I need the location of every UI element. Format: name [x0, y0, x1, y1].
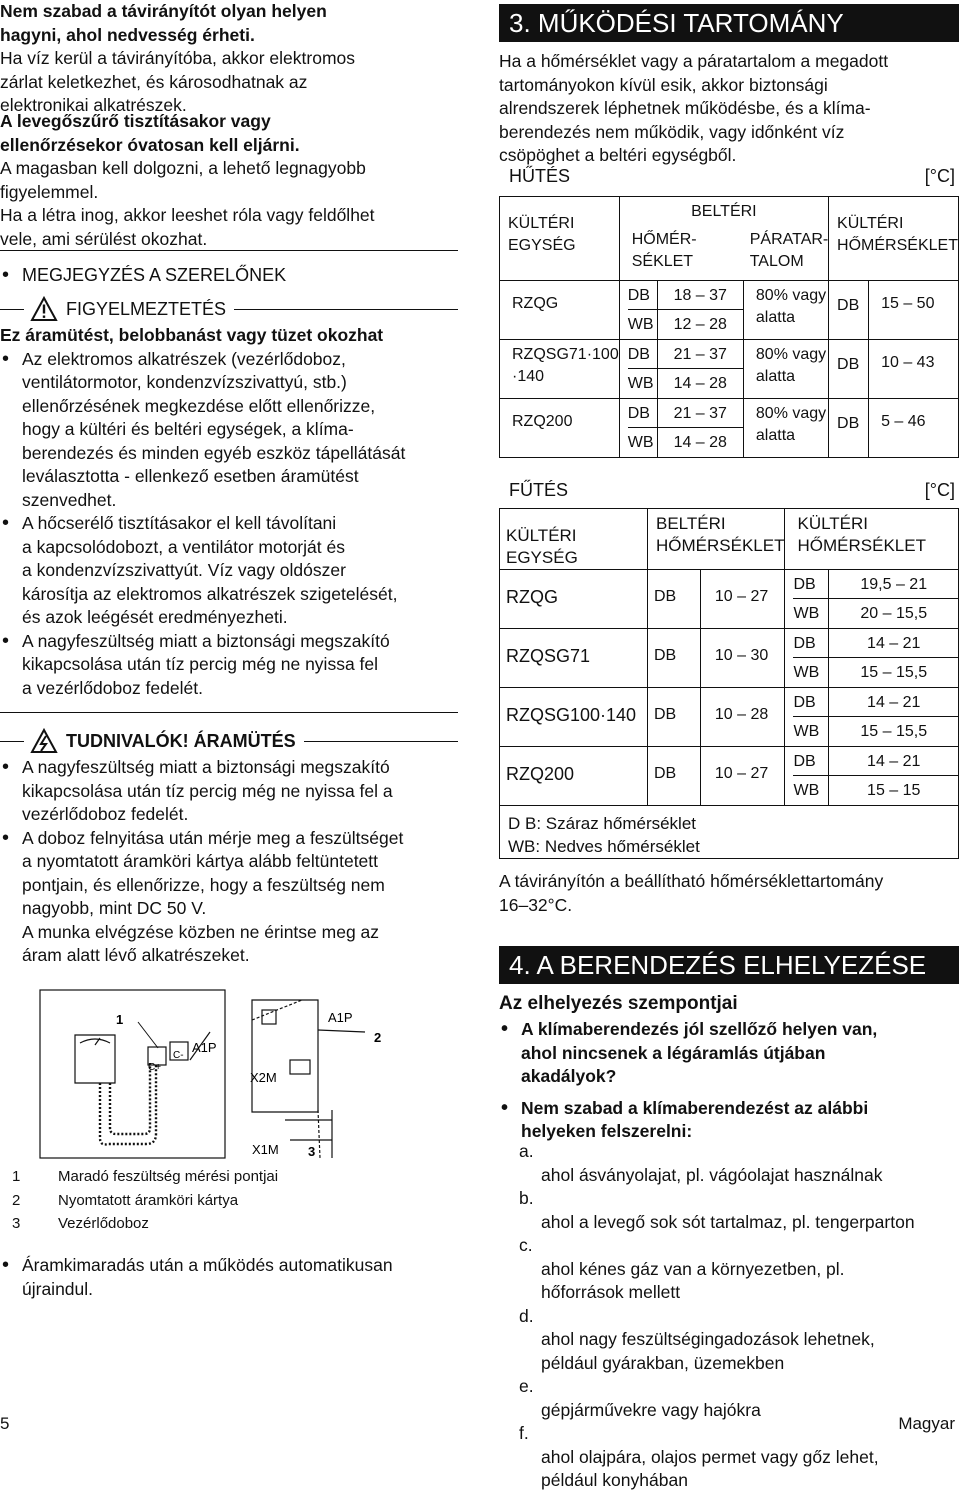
location-item: a. ahol ásványolajat, pl. vágóolajat használnak — [519, 1141, 883, 1185]
heating-outdoor-unit-header: KÜLTÉRI EGYSÉG — [500, 509, 648, 570]
heating-outdoor-dbwb: DB WB — [785, 747, 829, 806]
caution-header — [0, 728, 458, 754]
warning-triangle-icon — [30, 296, 58, 322]
placement-list — [499, 1018, 959, 1144]
heating-outdoor-dbwb: DB WB — [785, 688, 829, 747]
air-filter-text: A magasban kell dolgozni, a lehető legnagyobb figyelemmel. Ha a létra inog, akkor leeshet róla vagy feldőlhet vele, ami sérülést okozhat. — [0, 158, 375, 249]
cooling-unit-cell: RZQG — [500, 281, 620, 340]
location-item: c. ahol kénes gáz van a környezetben, pl. hőforrások mellett — [519, 1235, 845, 1302]
heating-indoor-db: DB — [648, 570, 701, 629]
heating-indoor-range: 10 – 27 — [700, 570, 785, 629]
cooling-outdoor-db: DB — [829, 340, 869, 399]
warning-item: • Az elektromos alkatrészek (vezérlődoboz, ventilátormotor, kondenzvízszivattyú, stb.) ellenőrzésének megkezdése előtt ellenőrizze, hogy a kültéri és beltéri egységek, a klíma- berendezés és minden egyéb eszköz tápellátását leválasztotta - ellenkező esetben áramütést szenvedhet. — [0, 348, 458, 513]
cooling-table — [499, 196, 959, 458]
location-item: f. ahol olajpára, olajos permet vagy gőz lehet, például konyhában — [519, 1423, 879, 1490]
restart-list — [0, 1254, 458, 1301]
remote-range-text: A távirányítón a beállítható hőmérséklettartomány 16–32°C. — [499, 871, 884, 915]
heating-indoor-header: BELTÉRI HŐMÉRSÉKLET — [648, 509, 785, 570]
heating-unit-cell: RZQ200 — [500, 747, 648, 806]
caution-label: TUDNIVALÓK! ÁRAMÜTÉS — [66, 730, 296, 751]
cooling-outdoor-db: DB — [829, 399, 869, 458]
heating-indoor-db: DB — [648, 688, 701, 747]
figure-cminus: C- — [173, 1050, 184, 1061]
heating-indoor-db: DB — [648, 747, 701, 806]
heating-footnotes: D B: Száraz hőmérséklet WB: Nedves hőmérséklet — [500, 806, 959, 859]
cooling-outdoor-unit-header: KÜLTÉRI EGYSÉG — [500, 197, 620, 281]
heating-unit-cell: RZQG — [500, 570, 648, 629]
heating-unit-cell: RZQSG100·140 — [500, 688, 648, 747]
figure-legend-2: 2 Nyomtatott áramköri kártya — [12, 1192, 239, 1209]
air-filter-heading: A levegőszűrő tisztításakor vagy ellenőrzésekor óvatosan kell eljárni. — [0, 111, 300, 155]
location-item: d. ahol nagy feszültségingadozások lehetnek, például gyárakban, üzemekben — [519, 1305, 875, 1373]
heating-indoor-range: 10 – 28 — [700, 688, 785, 747]
location-item: b. ahol a levegő sok sót tartalmaz, pl. tengerparton — [519, 1188, 915, 1232]
warning-label: FIGYELMEZTETÉS — [66, 298, 227, 319]
warning-item: • A nagyfeszültség miatt a biztonsági megszakító kikapcsolása után tíz percig még ne nyissa fel a vezérlődoboz fedelét. — [0, 630, 458, 701]
cooling-label: HŰTÉS — [509, 166, 571, 186]
cooling-outdoor-header: KÜLTÉRI HŐMÉRSÉKLET — [829, 197, 959, 281]
cooling-outdoor-range: 5 – 46 — [869, 399, 959, 458]
cooling-unit-cell: RZQ200 — [500, 399, 620, 458]
cooling-outdoor-db: DB — [829, 281, 869, 340]
warning-body — [0, 324, 458, 700]
remote-moisture-text: Ha víz kerül a távirányítóba, akkor elektromos zárlat keletkezhet, és károsodhatnak az elektronikai alkatrészek. — [0, 48, 356, 115]
unsuitable-locations-list — [499, 1140, 959, 1493]
heating-unit: [°C] — [924, 480, 955, 500]
page-number: 5 — [0, 1414, 10, 1433]
section-3-title: 3. MŰKÖDÉSI TARTOMÁNY — [499, 4, 959, 42]
warning-header — [0, 296, 458, 322]
warning-bold-line: Ez áramütést, belobbanást vagy tüzet okozhat — [0, 325, 384, 345]
heating-outdoor-range: 14 – 21 15 – 15,5 — [829, 629, 959, 688]
figure-callout-1: 1 — [116, 1012, 124, 1027]
figure-x2m: X2M — [250, 1070, 277, 1085]
warning-list — [0, 348, 458, 701]
caution-list — [0, 756, 458, 968]
caution-item: • A doboz felnyitása után mérje meg a feszültséget a nyomtatott áramköri kártya alább feltüntetett pontjain, és ellenőrizze, hogy a feszültség nem nagyobb, mint DC 50 V. A munka elvégzése közben ne érintse meg az áram alatt lévő alkatrészeket. — [0, 827, 458, 968]
restart-item: • Áramkimaradás után a működés automatikusan újraindul. — [0, 1254, 458, 1301]
remote-moisture-heading: Nem szabad a távirányítót olyan helyen hagyni, ahol nedvesség érheti. — [0, 1, 327, 45]
cooling-humidity-cell: 80% vagy alatta — [743, 399, 828, 458]
electric-shock-icon — [30, 728, 58, 754]
figure-a1p-right: A1P — [328, 1010, 353, 1025]
location-item: e. gépjárművekre vagy hajókra — [519, 1376, 761, 1420]
figure-legend-1: 1 Maradó feszültség mérési pontjai — [12, 1168, 279, 1185]
cooling-outdoor-range: 10 – 43 — [869, 340, 959, 399]
language-label: Magyar — [898, 1414, 955, 1433]
section-4-title: 4. A BERENDEZÉS ELHELYEZÉSE — [499, 946, 959, 984]
installer-note — [0, 264, 458, 288]
heating-label: FŰTÉS — [509, 480, 569, 500]
cooling-temp-cell: 21 – 37 14 – 28 — [657, 399, 743, 458]
cooling-temp-cell: 18 – 37 12 – 28 — [657, 281, 743, 340]
placement-heading: Az elhelyezés szempontjai — [499, 993, 738, 1014]
figure-left-frame — [40, 990, 225, 1158]
heating-indoor-range: 10 – 30 — [700, 629, 785, 688]
figure-callout-3: 3 — [308, 1144, 316, 1159]
figure-callout-2: 2 — [374, 1030, 382, 1045]
cooling-dbwb-cell: DB WB — [619, 340, 657, 399]
heating-outdoor-dbwb: DB WB — [785, 629, 829, 688]
cooling-unit: [°C] — [924, 166, 955, 186]
heating-outdoor-range: 14 – 21 15 – 15 — [829, 747, 959, 806]
cooling-unit-cell: RZQSG71·100 ·140 — [500, 340, 620, 399]
air-filter-block — [0, 110, 458, 251]
divider-rule — [0, 712, 458, 713]
cooling-dbwb-cell: DB WB — [619, 281, 657, 340]
placement-item: • A klímaberendezés jól szellőző helyen van, ahol nincsenek a légáramlás útjában akadályok? — [499, 1018, 959, 1089]
heating-unit-cell: RZQSG71 — [500, 629, 648, 688]
heating-outdoor-range: 19,5 – 21 20 – 15,5 — [829, 570, 959, 629]
cooling-indoor-header: BELTÉRI HŐMÉR- SÉKLET PÁRATAR- TALOM — [619, 197, 828, 281]
residual-voltage-figure — [40, 990, 440, 1160]
heating-table — [499, 508, 959, 859]
cooling-humidity-cell: 80% vagy alatta — [743, 281, 828, 340]
figure-cplus: C+ — [148, 1062, 162, 1073]
cooling-outdoor-range: 15 – 50 — [869, 281, 959, 340]
caution-item: • A nagyfeszültség miatt a biztonsági megszakító kikapcsolása után tíz percig még ne nyissa fel a vezérlődoboz fedelét. — [0, 756, 458, 827]
heating-outdoor-header: KÜLTÉRI HŐMÉRSÉKLET — [785, 509, 959, 570]
cooling-dbwb-cell: DB WB — [619, 399, 657, 458]
section-3-intro: Ha a hőmérséklet vagy a páratartalom a megadott tartományokon kívül esik, akkor biztonsági alrendszerek léphetnek működésbe, és a klíma- berendezés nem működik, vagy időnként víz csöpöghet a beltéri egységből. — [499, 51, 889, 165]
divider-rule — [0, 250, 458, 251]
heating-indoor-range: 10 – 27 — [700, 747, 785, 806]
heating-indoor-db: DB — [648, 629, 701, 688]
heating-outdoor-range: 14 – 21 15 – 15,5 — [829, 688, 959, 747]
remote-moisture-block — [0, 0, 458, 118]
cooling-humidity-cell: 80% vagy alatta — [743, 340, 828, 399]
cooling-temp-cell: 21 – 37 14 – 28 — [657, 340, 743, 399]
figure-a1p-left: A1P — [192, 1040, 217, 1055]
installer-note-heading: • MEGJEGYZÉS A SZERELŐNEK — [0, 264, 458, 288]
placement-item: • Nem szabad a klímaberendezést az alábbi helyeken felszerelni: — [499, 1097, 959, 1144]
figure-x1m: X1M — [252, 1142, 279, 1157]
heating-outdoor-dbwb: DB WB — [785, 570, 829, 629]
warning-item: • A hőcserélő tisztításakor el kell távolítani a kapcsolódobozt, a ventilátor motorját és a kondenzvízszivattyút. Víz vagy oldószer károsítja az elektromos alkatrészek szigetelését, és azok leégését eredményezheti. — [0, 512, 458, 630]
figure-legend-3: 3 Vezérlődoboz — [12, 1215, 149, 1232]
